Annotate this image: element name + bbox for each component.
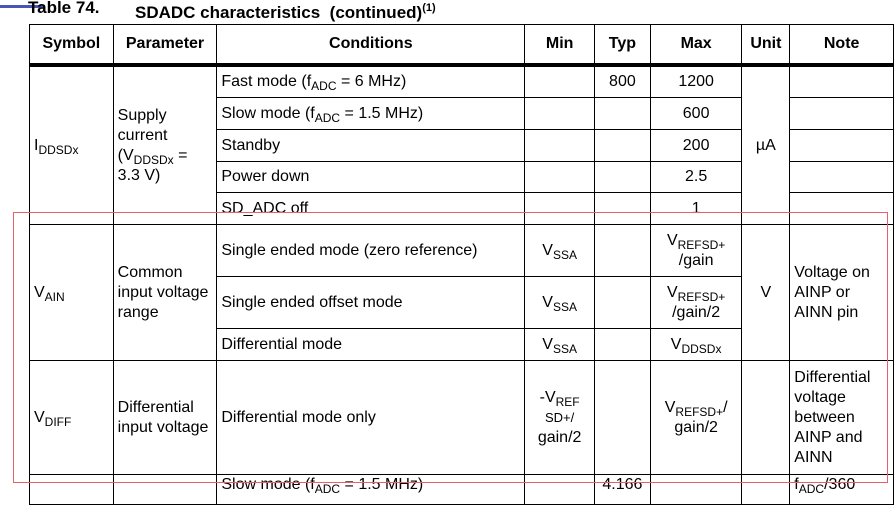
vain-offset-typ xyxy=(594,277,650,329)
idd-fast-condition: Fast mode ($f_{ADC} = 6$ MHz) xyxy=(217,67,525,98)
vdiff-typ xyxy=(594,361,650,475)
vain-se-typ xyxy=(594,225,650,277)
idd-unit: µA xyxy=(742,67,790,225)
vain-se-min: $V_{SSA}$ xyxy=(525,225,595,277)
idd-powerdown-max: 2.5 xyxy=(650,162,742,193)
idd-slow-note xyxy=(790,98,894,130)
vain-unit: V xyxy=(742,225,790,361)
vain-parameter: Common input voltage range xyxy=(113,225,217,361)
table-row xyxy=(30,361,894,475)
idd-standby-condition: Standby xyxy=(217,130,525,162)
idd-off-note xyxy=(790,193,894,225)
idd-powerdown-min xyxy=(525,162,595,193)
vain-offset-condition: Single ended offset mode xyxy=(217,277,525,329)
vain-symbol: $V_{AIN}$ xyxy=(30,225,114,361)
table-row xyxy=(30,475,894,505)
next-note: $f_{ADC}/360$ xyxy=(790,475,894,505)
vain-se-max: $V_{REFSD+}$ /gain xyxy=(650,225,742,277)
idd-fast-max: 1200 xyxy=(650,67,742,98)
idd-off-condition: SD_ADC off xyxy=(217,193,525,225)
idd-parameter: Supply current ($V_{DDSDx} = 3.3$ V) xyxy=(113,67,217,225)
idd-off-typ xyxy=(594,193,650,225)
next-parameter xyxy=(113,475,217,505)
header-typ: Typ xyxy=(594,25,650,65)
caption-footnote: (1) xyxy=(422,2,436,14)
header-max: Max xyxy=(650,25,742,65)
vain-offset-min: $V_{SSA}$ xyxy=(525,277,595,329)
idd-standby-typ xyxy=(594,130,650,162)
vain-offset-max: $V_{REFSD+}$ /gain/2 xyxy=(650,277,742,329)
next-max xyxy=(650,475,742,505)
sdadc-characteristics-table xyxy=(29,24,894,505)
idd-fast-note xyxy=(790,67,894,98)
header-parameter: Parameter xyxy=(113,25,217,65)
next-typ: 4.166 xyxy=(594,475,650,505)
idd-slow-typ xyxy=(594,98,650,130)
header-note: Note xyxy=(790,25,894,65)
vdiff-max: $V_{REFSD+}/$ gain/2 xyxy=(650,361,742,475)
vain-diff-min: $V_{SSA}$ xyxy=(525,329,595,361)
next-min xyxy=(525,475,595,505)
idd-off-min xyxy=(525,193,595,225)
vain-diff-typ xyxy=(594,329,650,361)
next-condition: Slow mode ($f_{ADC} = 1.5$ MHz) xyxy=(217,475,525,505)
vain-diff-condition: Differential mode xyxy=(217,329,525,361)
idd-fast-min xyxy=(525,67,595,98)
idd-standby-note xyxy=(790,130,894,162)
vdiff-symbol: $V_{DIFF}$ xyxy=(30,361,114,475)
header-min: Min xyxy=(525,25,595,65)
idd-standby-min xyxy=(525,130,595,162)
table-row xyxy=(30,225,894,277)
table-title: SDADC characteristics (continued)$^{(1)}$ xyxy=(135,2,436,22)
idd-slow-max: 600 xyxy=(650,98,742,130)
idd-off-max: 1 xyxy=(650,193,742,225)
header-conditions: Conditions xyxy=(217,25,525,65)
vain-note: Voltage on AINP or AINN pin xyxy=(790,225,894,361)
idd-standby-max: 200 xyxy=(650,130,742,162)
vain-diff-max: $V_{DDSDx}$ xyxy=(650,329,742,361)
idd-powerdown-note xyxy=(790,162,894,193)
header-symbol: Symbol xyxy=(30,25,114,65)
idd-symbol: $I_{DDSDx}$ xyxy=(30,67,114,225)
vdiff-condition: Differential mode only xyxy=(217,361,525,475)
next-symbol xyxy=(30,475,114,505)
header-row xyxy=(30,25,894,65)
vdiff-note: Differential voltage between AINP and AINN xyxy=(790,361,894,475)
vdiff-parameter: Differential input voltage xyxy=(113,361,217,475)
header-unit: Unit xyxy=(742,25,790,65)
vdiff-unit xyxy=(742,361,790,475)
table-number: Table 74. xyxy=(28,0,100,17)
idd-fast-typ: 800 xyxy=(594,67,650,98)
vdiff-min: $-V_{REF}$ SD+/ gain/2 xyxy=(525,361,595,475)
table-row xyxy=(30,67,894,98)
idd-powerdown-condition: Power down xyxy=(217,162,525,193)
idd-slow-min xyxy=(525,98,595,130)
next-unit xyxy=(742,475,790,505)
idd-powerdown-typ xyxy=(594,162,650,193)
vain-se-condition: Single ended mode (zero reference) xyxy=(217,225,525,277)
idd-slow-condition: Slow mode ($f_{ADC} = 1.5$ MHz) xyxy=(217,98,525,130)
table-caption xyxy=(0,0,894,22)
